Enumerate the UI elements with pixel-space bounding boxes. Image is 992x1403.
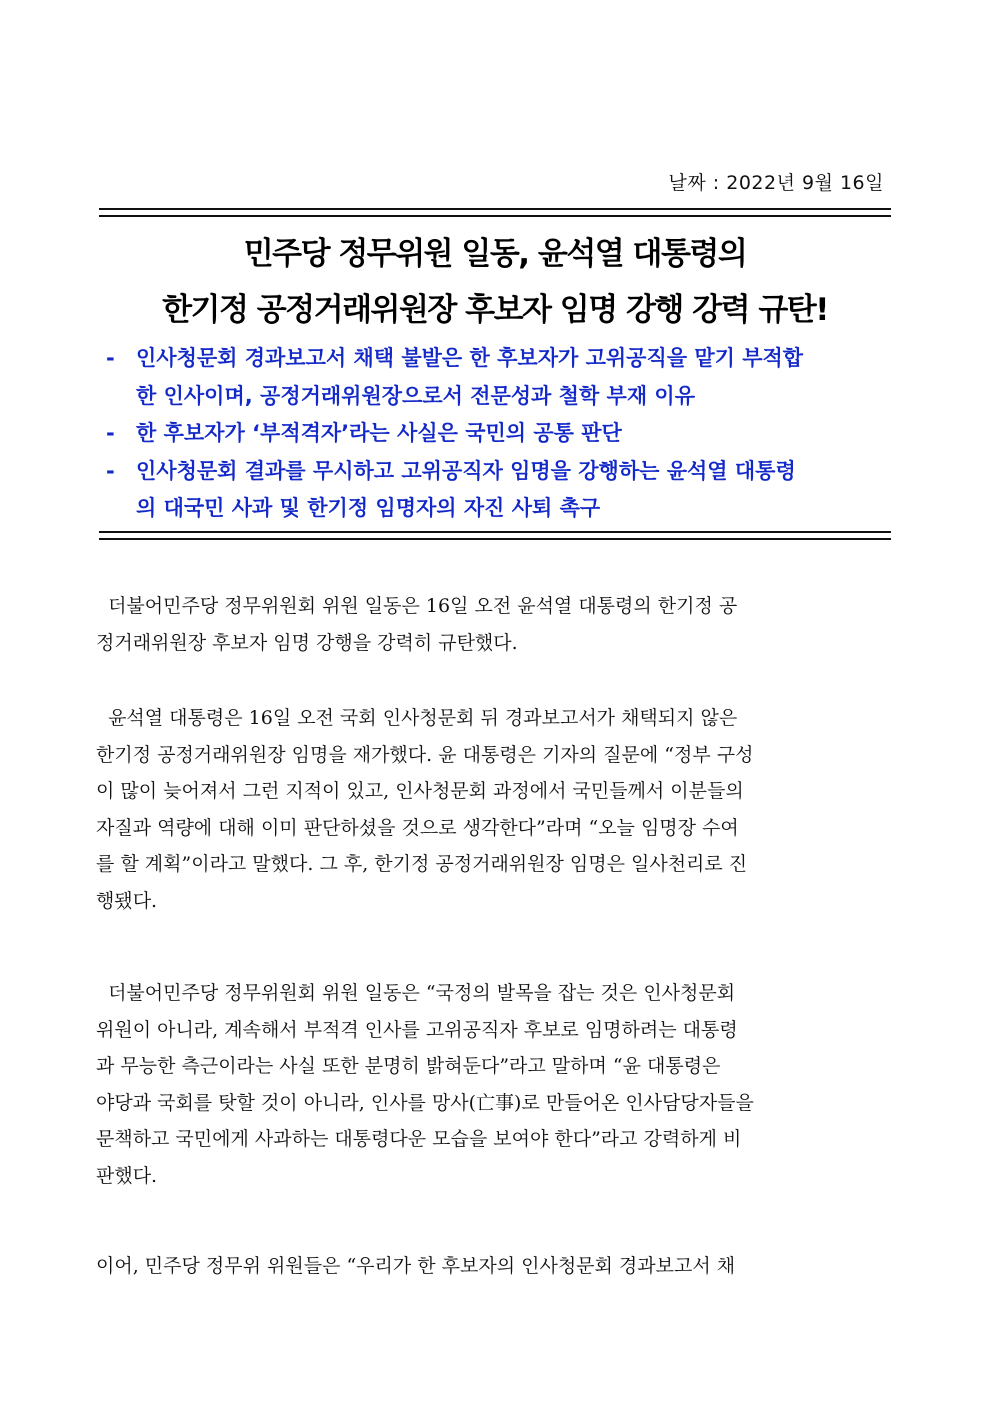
document-date: 날짜 : 2022년 9월 16일	[668, 172, 884, 194]
body-paragraph-4	[96, 1248, 896, 1285]
paragraph-line: 문책하고 국민에게 사과하는 대통령다운 모습을 보여야 한다”라고 강력하게 비	[96, 1128, 742, 1150]
body-paragraph-3	[96, 975, 896, 1194]
summary-points	[106, 340, 891, 528]
body-paragraph-1	[96, 588, 896, 661]
paragraph-line: 더불어민주당 정무위원회 위원 일동은 “국정의 발목을 잡는 것은 인사청문회	[96, 982, 736, 1004]
paragraph-line: 과 무능한 측근이라는 사실 또한 분명히 밝혀둔다”라고 말하며 “윤 대통령은	[96, 1055, 721, 1077]
summary-text: 의 대국민 사과 및 한기정 임명자의 자진 사퇴 촉구	[136, 496, 601, 520]
paragraph-line: 판했다.	[96, 1164, 158, 1187]
summary-item	[106, 415, 891, 453]
header-divider-top	[99, 208, 891, 217]
summary-dash: -	[106, 346, 115, 370]
summary-item-continuation	[106, 490, 891, 528]
body-paragraph-2	[96, 700, 896, 919]
paragraph-line: 더불어민주당 정무위원회 위원 일동은 16일 오전 윤석열 대통령의 한기정 공	[96, 595, 738, 617]
headline-line-1: 민주당 정무위원 일동, 윤석열 대통령의	[243, 236, 747, 272]
paragraph-line: 행됐다.	[96, 889, 158, 912]
paragraph-line: 를 할 계획”이라고 말했다. 그 후, 한기정 공정거래위원장 임명은 일사천리로 진	[96, 853, 748, 875]
summary-dash: -	[106, 458, 115, 483]
paragraph-line: 한기정 공정거래위원장 임명을 재가했다. 윤 대통령은 기자의 질문에 “정부 구성	[96, 743, 754, 766]
paragraph-line: 위원이 아니라, 계속해서 부적격 인사를 고위공직자 후보로 임명하려는 대통령	[96, 1018, 738, 1041]
summary-text: 한 인사이며, 공정거래위원장으로서 전문성과 철학 부재 이유	[136, 383, 695, 408]
summary-text: 한 후보자가 ‘부적격자’라는 사실은 국민의 공통 판단	[136, 421, 622, 445]
summary-item	[106, 340, 891, 378]
paragraph-line: 윤석열 대통령은 16일 오전 국회 인사청문회 뒤 경과보고서가 채택되지 않은	[96, 707, 738, 729]
summary-item	[106, 453, 891, 491]
header-divider-bottom	[99, 531, 891, 540]
summary-text: 인사청문회 경과보고서 채택 불발은 한 후보자가 고위공직을 맡기 부적합	[136, 346, 804, 370]
paragraph-line: 야당과 국회를 탓할 것이 아니라, 인사를 망사(亡事)로 만들어온 인사담당자들을	[96, 1091, 754, 1114]
paragraph-line: 이어, 민주당 정무위 위원들은 “우리가 한 후보자의 인사청문회 경과보고서 채	[96, 1255, 736, 1277]
summary-item-continuation	[106, 378, 891, 416]
headline-line-2: 한기정 공정거래위원장 후보자 임명 강행 강력 규탄!	[162, 292, 828, 328]
paragraph-line: 자질과 역량에 대해 이미 판단하셨을 것으로 생각한다”라며 “오늘 임명장 수여	[96, 816, 739, 839]
summary-text: 인사청문회 결과를 무시하고 고위공직자 임명을 강행하는 윤석열 대통령	[136, 458, 796, 483]
paragraph-line: 이 많이 늦어져서 그런 지적이 있고, 인사청문회 과정에서 국민들께서 이분들의	[96, 780, 744, 802]
summary-dash: -	[106, 421, 115, 445]
paragraph-line: 정거래위원장 후보자 임명 강행을 강력히 규탄했다.	[96, 631, 518, 654]
